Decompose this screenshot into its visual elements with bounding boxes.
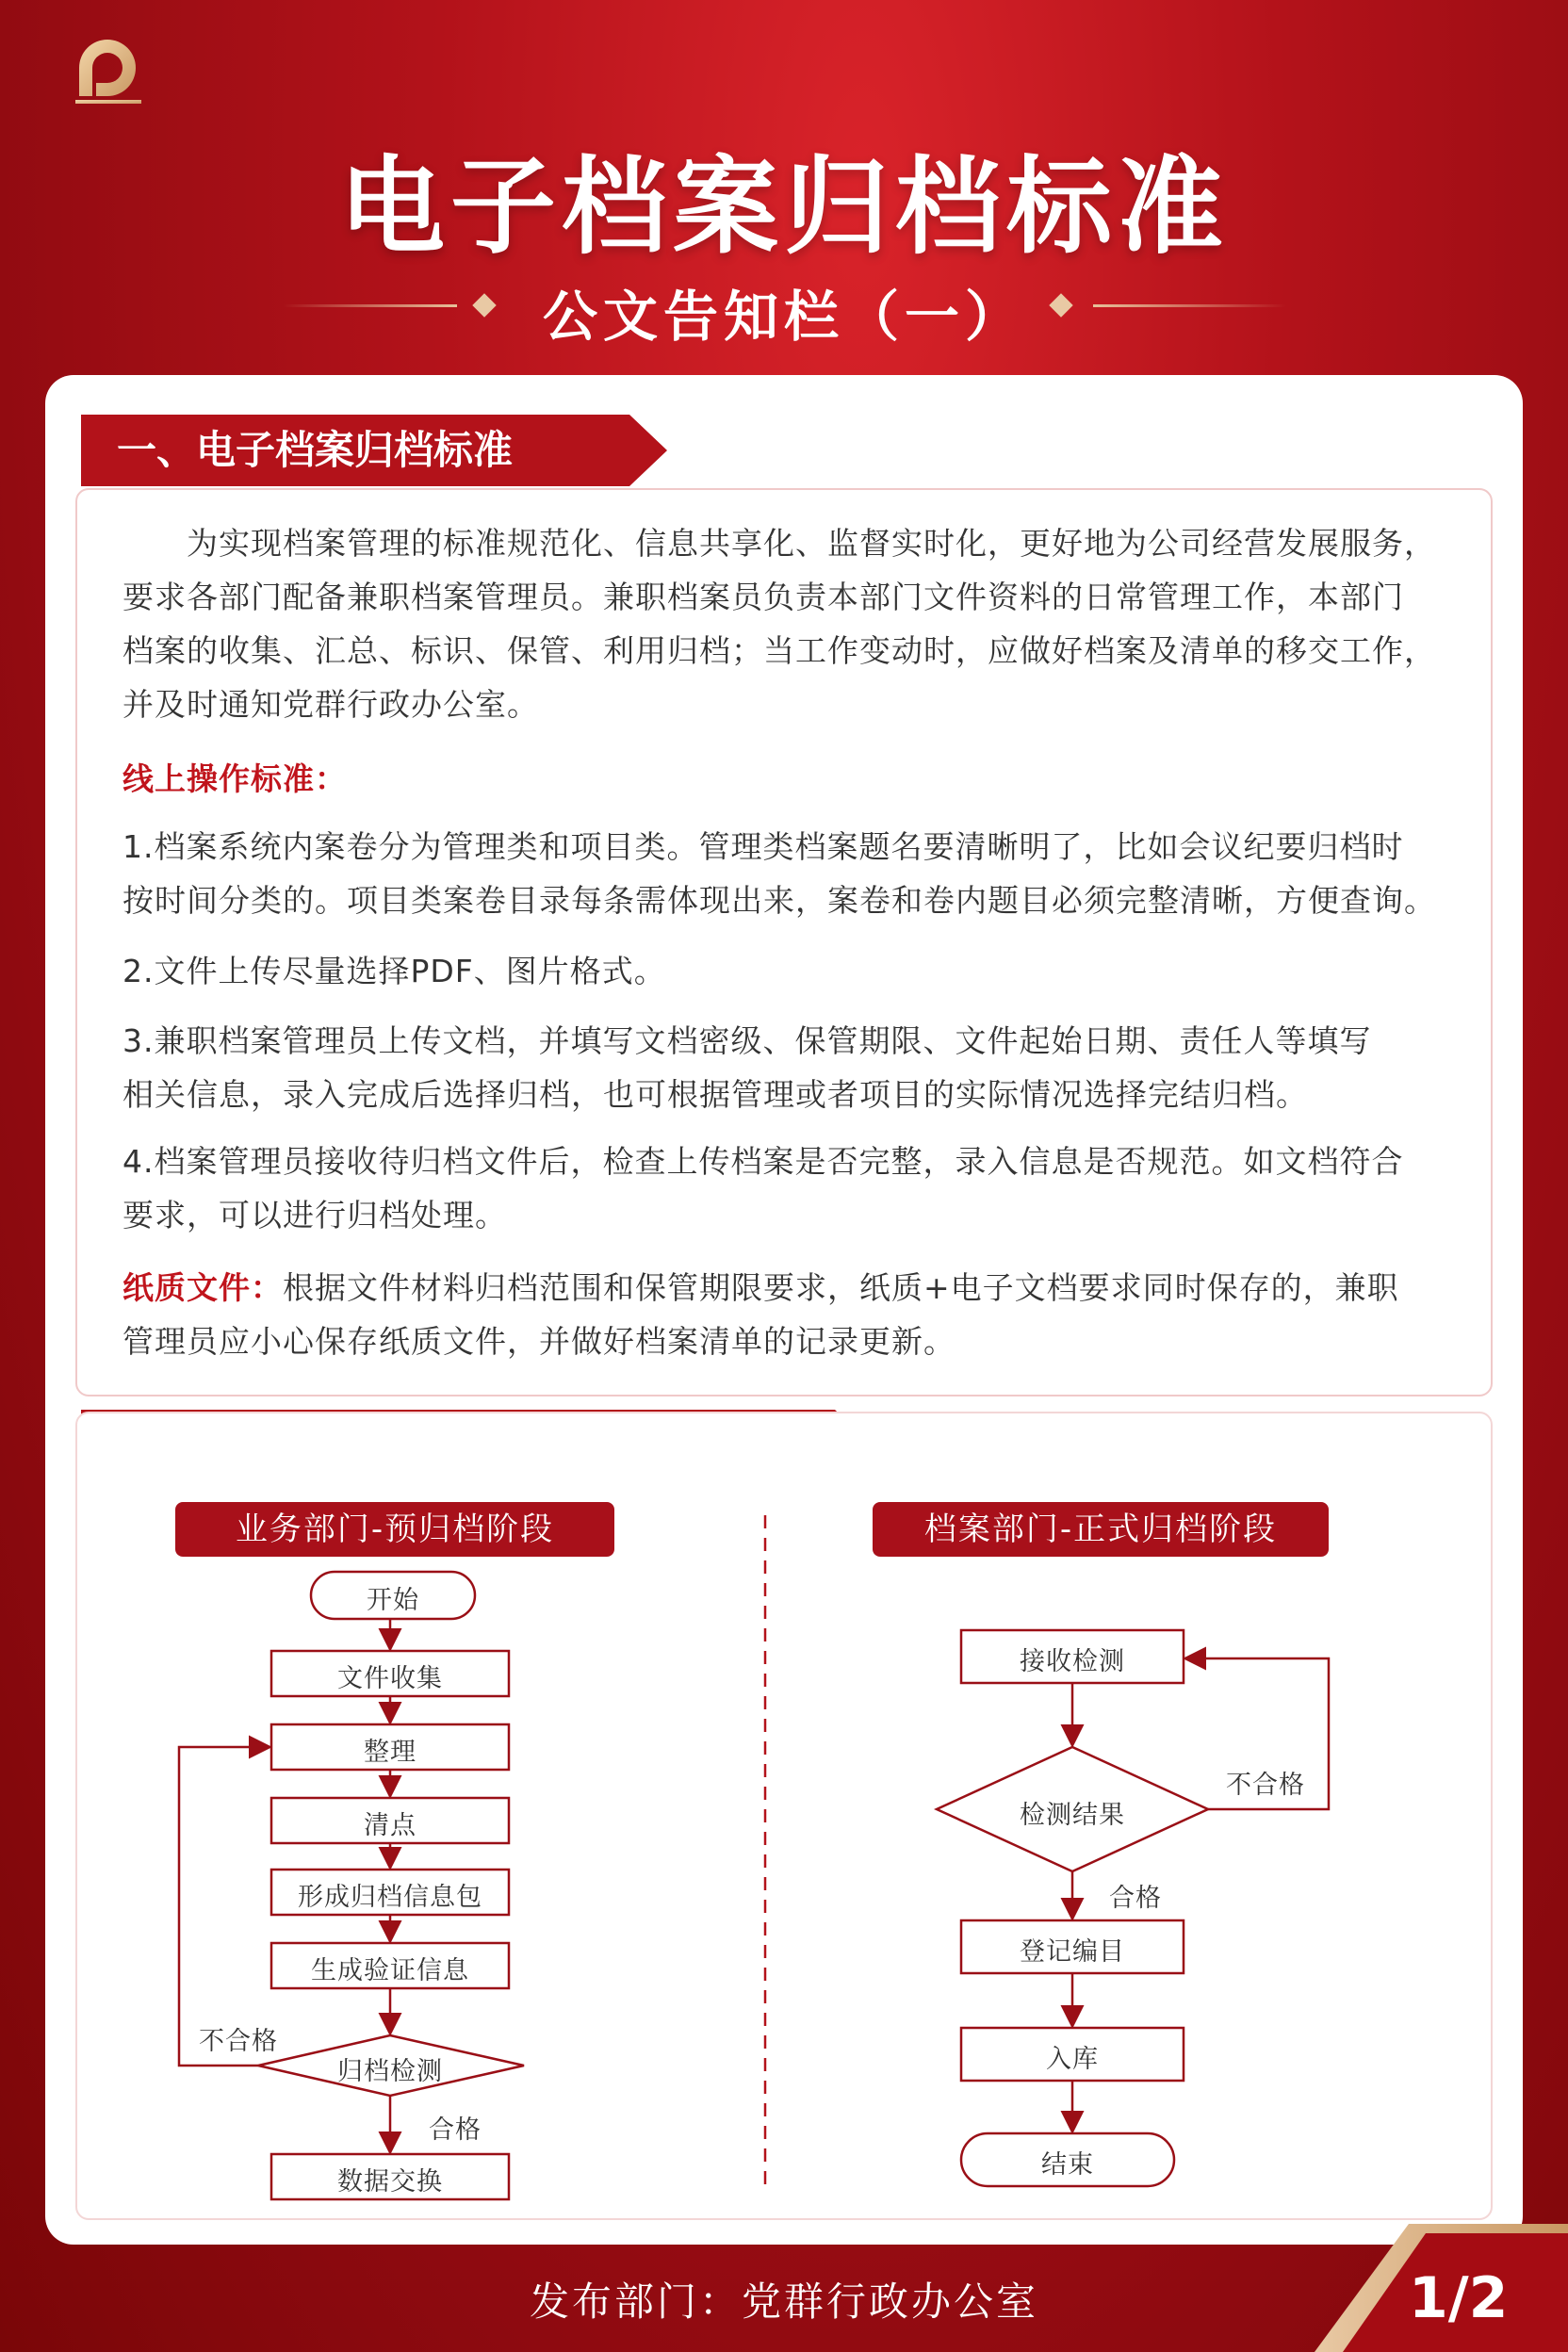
publisher: 发布部门：党群行政办公室: [529, 2278, 1038, 2325]
page-number: 1/2: [1409, 2265, 1509, 2331]
check-label: 归档检测: [337, 2057, 443, 2086]
start-label: 开始: [367, 1586, 419, 1615]
result-label: 检测结果: [1020, 1801, 1125, 1830]
item-2: 2.文件上传尽量选择PDF、图片格式。: [122, 953, 666, 989]
verify-label: 生成验证信息: [311, 1956, 469, 1985]
paper-label: 纸质文件：: [122, 1269, 283, 1306]
left-pass-label: 合格: [429, 2115, 482, 2145]
exchange-label: 数据交换: [337, 2167, 443, 2197]
right-fail-label: 不合格: [1226, 1771, 1305, 1800]
package-label: 形成归档信息包: [298, 1883, 482, 1912]
item-4: 4.档案管理员接收待归档文件后，检查上传档案是否完整，录入信息是否规范。如文档符合 要求，可以进行归档处理。: [122, 1143, 1404, 1233]
end-label: 结束: [1041, 2150, 1094, 2180]
right-phase-label: 档案部门-正式归档阶段: [873, 1502, 1329, 1557]
flowchart: [45, 375, 1523, 2245]
subtitle: 公文告知栏（一）: [542, 285, 1025, 349]
organize-label: 整理: [364, 1738, 416, 1767]
logo-icon: [70, 30, 147, 107]
receive-label: 接收检测: [1020, 1647, 1125, 1676]
left-fail-label: 不合格: [199, 2027, 278, 2056]
item-3: 3.兼职档案管理员上传文档，并填写文档密级、保管期限、文件起始日期、责任人等填写 相关信息，录入完成后选择归档，也可根据管理或者项目的实际情况选择完结归档。: [122, 1022, 1372, 1113]
divider-right: [1093, 304, 1286, 307]
item-1: 1.档案系统内案卷分为管理类和项目类。管理类档案题名要清晰明了，比如会议纪要归档时 按时间分类的。项目类案卷目录每条需体现出来，案卷和卷内题目必须完整清晰，方便查询。: [122, 828, 1436, 919]
subtitle-row: [0, 269, 1568, 349]
register-label: 登记编目: [1020, 1937, 1125, 1967]
online-standard-label: 线上操作标准：: [122, 760, 347, 797]
content-card: [45, 375, 1523, 2245]
section1-heading: 一、电子档案归档标准: [81, 415, 665, 486]
intro-paragraph: 为实现档案管理的标准规范化、信息共享化、监督实时化，更好地为公司经营发展服务， 要求各部门配备兼职档案管理员。兼职档案员负责本部门文件资料的日常管理工作，本部门 档案的收集、汇总、标识、保管、利用归档；当工作变动时，应做好档案及清单的移交工作， 并及时通知党群行政办公室。: [122, 525, 1436, 723]
store-label: 入库: [1046, 2045, 1099, 2074]
collect-label: 文件收集: [337, 1664, 443, 1693]
page-title: 电子档案归档标准: [339, 146, 1229, 269]
count-label: 清点: [364, 1811, 416, 1840]
right-pass-label: 合格: [1109, 1884, 1162, 1913]
paper-paragraph: 纸质文件：根据文件材料归档范围和保管期限要求，纸质+电子文档要求同时保存的，兼职 管理员应小心保存纸质文件，并做好档案清单的记录更新。: [122, 1269, 1399, 1360]
left-phase-label: 业务部门-预归档阶段: [175, 1502, 614, 1557]
